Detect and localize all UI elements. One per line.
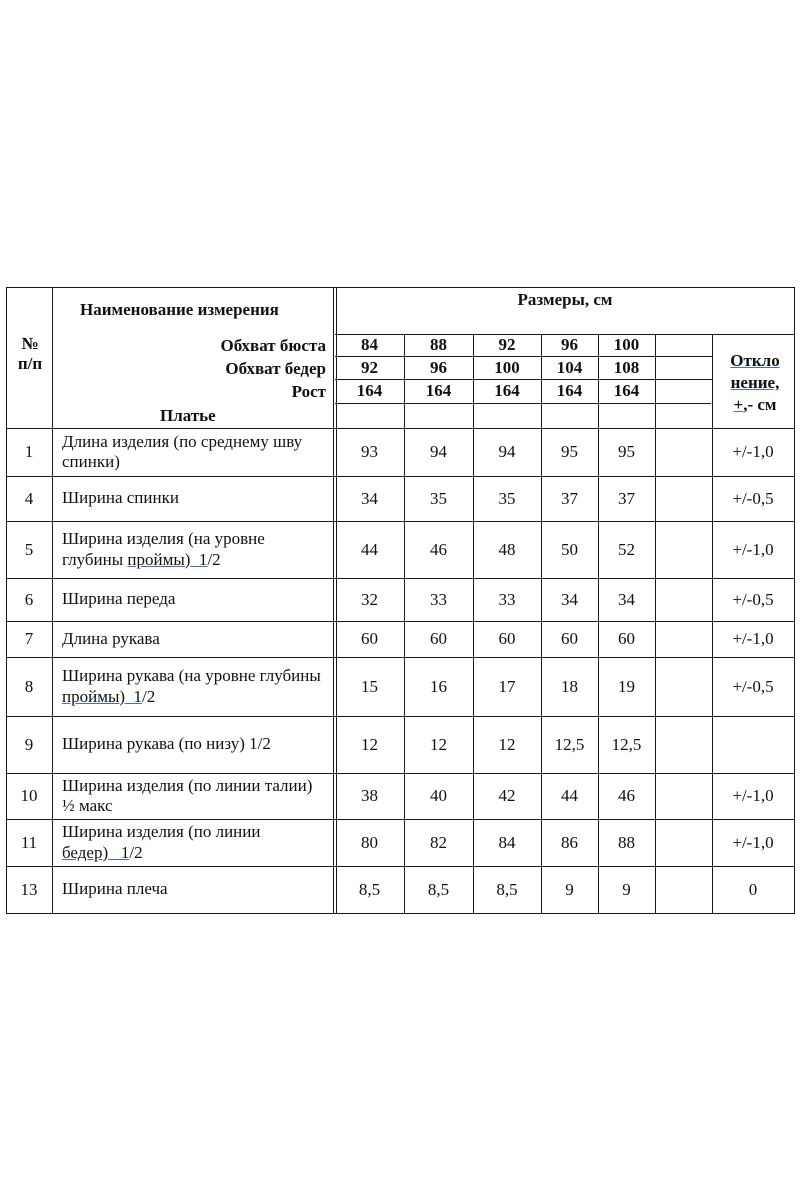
height-size-value: 164 [556,381,583,400]
size-measurement-value: 12 [498,734,516,754]
size-measurement-value: 34 [561,589,578,609]
measurement-name [62,866,329,913]
size-measurement-value: 88 [618,832,635,852]
deviation-label-2: нение, [730,373,780,393]
row-number: 5 [24,539,34,559]
row-divider [6,476,795,477]
row-divider [6,621,795,622]
grid-line [52,287,53,914]
size-measurement-value: 82 [430,832,447,852]
deviation-value: +/-1,0 [732,786,774,805]
size-measurement-value: 8,5 [358,879,381,899]
grid-line [473,334,474,914]
size-measurement-value: 60 [361,629,378,648]
number-label-1: № [21,334,39,353]
table-bottom-border [6,913,795,914]
measurement-name-text [62,776,329,817]
deviation-value: +/-0,5 [732,488,774,508]
grid-line [335,356,713,357]
measurement-name-text [62,822,329,863]
deviation-header [712,350,798,416]
height-size-value: 164 [425,381,452,400]
number-header [8,334,52,373]
size-measurement-value: 12 [361,734,378,754]
row-number: 9 [24,734,34,754]
measurement-name-main: Длина изделия (по среднему шву спинки) [62,431,303,471]
size-measurement-value: 35 [430,488,447,508]
measurement-name-text [62,879,168,899]
bust-size-value: 92 [498,335,516,354]
measurement-name-text [62,589,175,609]
hips-label: Обхват бедер [225,359,326,378]
measurement-name [62,578,329,621]
bust-label: Обхват бюста [220,336,326,355]
table-right-border [794,287,795,914]
measurement-name-main: Ширина изделия (по линии [62,822,261,842]
number-label-2: п/п [17,353,43,373]
hips-size-value: 92 [361,357,378,377]
size-measurement-value: 60 [618,629,635,648]
measurement-name-main: Ширина изделия (на уровне глубины [62,529,265,569]
size-measurement-value: 35 [498,488,516,508]
grid-line [404,334,405,914]
measurement-name-underlined: проймы) 1 [127,549,208,569]
measurement-name-main: Ширина изделия (по линии талии) ½ макс [62,775,313,815]
size-measurement-value: 94 [430,442,447,461]
measurement-name-text [62,529,329,570]
size-measurement-value: 42 [498,786,516,805]
size-measurement-value: 33 [430,589,447,609]
garment-label: Платье [160,406,216,425]
size-measurement-value: 8,5 [496,879,518,899]
measurement-name [62,476,329,521]
measurement-name [62,657,329,716]
deviation-value: +/-1,0 [732,832,774,852]
size-measurement-value: 32 [361,589,378,609]
measurement-name-main: Ширина переда [62,589,176,609]
hips-size-value: 108 [613,357,640,377]
measurement-name-main: Ширина плеча [62,879,168,899]
size-measurement-value: 44 [561,786,578,805]
plus-sign: + [733,395,744,415]
measurement-name-text [62,488,179,508]
grid-line [541,334,542,914]
grid-line [712,334,713,914]
measurement-name-text [62,666,329,707]
size-measurement-value: 37 [618,488,635,508]
bust-size-value: 100 [613,335,640,354]
table-top-border [6,287,795,288]
measurement-name-main: Ширина спинки [62,488,179,508]
size-measurement-value: 19 [618,676,635,696]
measurement-name-underlined: бедер) 1 [62,842,130,862]
row-divider [6,819,795,820]
measurement-name [62,428,329,476]
measurement-name [62,716,329,773]
size-measurement-value: 34 [618,589,635,609]
row-divider [6,773,795,774]
bust-size-value: 84 [361,335,378,354]
size-measurement-value: 15 [361,676,378,696]
row-number: 7 [24,629,34,648]
measurement-name-underlined: проймы) 1 [62,686,143,706]
measurement-name-tail: /2 [142,686,156,706]
size-measurement-value: 94 [498,442,516,461]
deviation-value: +/-1,0 [732,539,774,559]
grid-line [655,334,656,914]
size-measurement-value: 86 [561,832,578,852]
measurement-name-main: Ширина рукава (по низу) 1/2 [62,734,271,754]
size-measurement-value: 60 [498,629,516,648]
bust-size-value: 96 [561,335,578,354]
measurement-name-main: Ширина рукава (на уровне глубины [62,666,321,686]
row-number: 10 [20,786,38,805]
size-measurement-value: 12,5 [554,734,585,754]
measurement-name [62,819,329,866]
deviation-value [712,716,794,773]
row-divider [6,578,795,579]
grid-line [333,287,334,914]
size-measurement-value: 17 [498,676,516,696]
measurement-name-text [62,629,160,649]
measurement-name-main: Длина рукава [62,628,160,648]
size-measurement-value: 38 [361,786,378,805]
size-measurement-value: 60 [561,629,578,648]
sizes-title: Размеры, см [517,290,613,309]
measurement-name [62,521,329,578]
row-divider [6,657,795,658]
deviation-label-1: Откло [730,351,780,370]
size-measurement-value: 33 [498,589,516,609]
deviation-value: +/-0,5 [732,676,774,696]
size-measurement-value: 12,5 [611,734,642,754]
size-measurement-value: 50 [561,539,578,559]
size-measurement-value: 44 [361,539,378,559]
deviation-value: 0 [748,879,758,899]
size-measurement-value: 34 [361,488,378,508]
size-measurement-value: 95 [561,442,578,461]
measurement-name-text [62,432,329,473]
size-measurement-value: 9 [565,879,574,899]
size-measurement-value: 46 [430,539,447,559]
row-number: 8 [24,676,34,696]
measurement-name [62,773,329,819]
grid-line [336,287,337,914]
row-number: 6 [24,589,34,609]
size-measurement-value: 48 [498,539,516,559]
height-size-value: 164 [613,381,640,400]
size-measurement-value: 80 [361,832,378,852]
grid-line [335,379,713,380]
table-left-border [6,287,7,914]
height-label: Рост [291,382,326,401]
size-measurement-value: 46 [618,786,635,805]
height-size-value: 164 [494,381,520,400]
measurement-name [62,621,329,657]
measurement-name-text [62,734,271,754]
measurement-name-tail: /2 [207,549,221,569]
size-measurement-value: 95 [618,442,635,461]
size-measurement-value: 18 [561,676,578,696]
deviation-label-3 [712,394,798,416]
measurement-name-header: Наименование измерения [80,300,279,319]
hips-size-value: 104 [556,357,583,377]
row-number: 1 [24,442,34,461]
hips-size-value: 100 [494,357,520,377]
bust-size-value: 88 [430,335,447,354]
size-measurement-value: 9 [622,879,631,899]
row-divider [6,866,795,867]
size-measurement-value: 37 [561,488,578,508]
measurement-name-tail: /2 [129,842,143,862]
size-measurement-value: 40 [430,786,447,805]
row-number: 4 [24,488,34,508]
grid-line [598,334,599,914]
row-divider [6,716,795,717]
row-divider [6,521,795,522]
size-measurement-value: 16 [430,676,447,696]
size-measurement-value: 52 [618,539,635,559]
height-size-value: 164 [356,381,383,400]
row-number: 11 [20,832,38,852]
deviation-unit: ,- см [743,395,777,415]
row-number: 13 [20,879,38,899]
deviation-value: +/-1,0 [732,442,774,461]
row-divider [6,428,795,429]
hips-size-value: 96 [430,357,447,377]
size-measurement-value: 12 [430,734,447,754]
size-measurement-value: 93 [361,442,378,461]
size-measurement-value: 8,5 [427,879,450,899]
size-measurement-value: 60 [430,629,447,648]
deviation-value: +/-1,0 [732,629,774,648]
deviation-value: +/-0,5 [732,589,774,609]
size-measurement-value: 84 [498,832,516,852]
